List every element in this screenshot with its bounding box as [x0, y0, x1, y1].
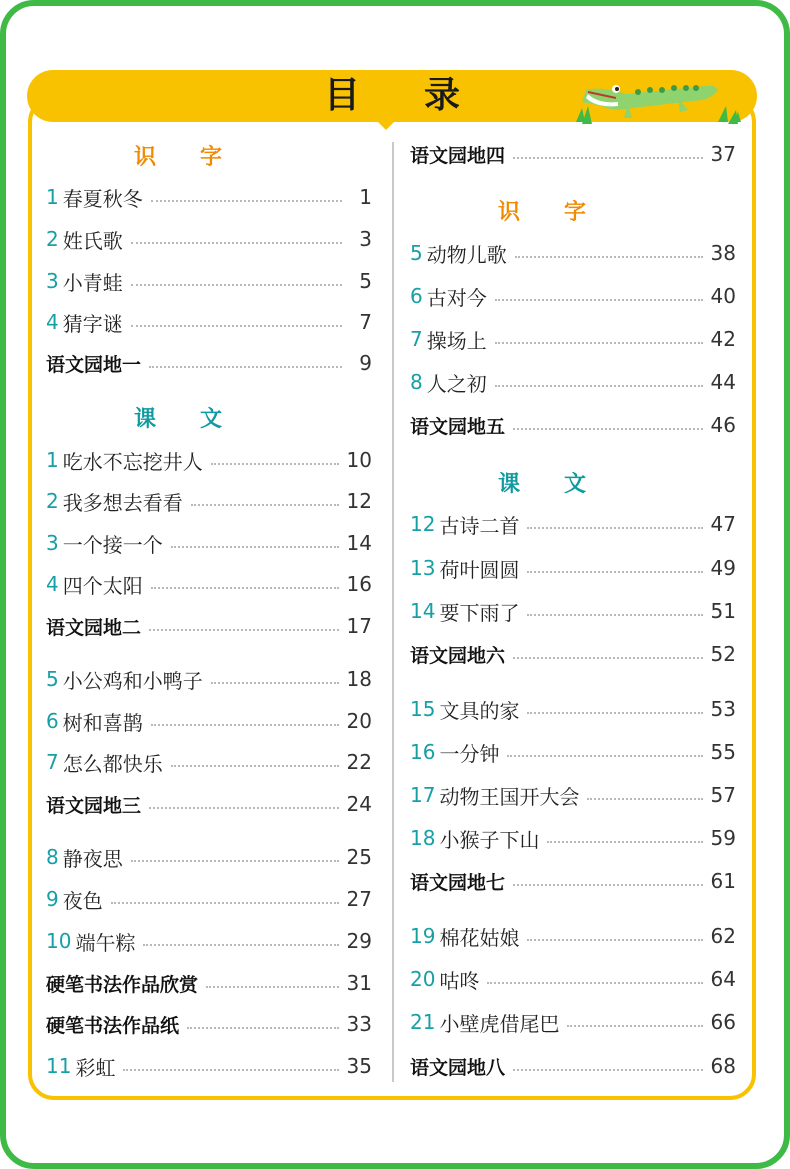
leader-dots [211, 463, 339, 465]
leader-dots [171, 765, 339, 767]
leader-dots [527, 571, 702, 573]
toc-entry-garden[interactable] [46, 348, 372, 378]
lesson-number: 9 [46, 887, 59, 911]
lesson-title: 操场上 [426, 328, 487, 353]
toc-entry[interactable] [46, 528, 372, 558]
lesson-number: 8 [410, 370, 423, 394]
page-number: 7 [359, 310, 372, 334]
page-number: 68 [710, 1054, 736, 1078]
page-number: 40 [710, 284, 736, 308]
lesson-title: 一分钟 [439, 741, 500, 766]
section-heading-shizi: 识字 [133, 145, 266, 170]
page-number: 53 [710, 697, 736, 721]
lesson-number: 21 [410, 1010, 436, 1034]
leader-dots [495, 342, 703, 344]
lesson-number: 1 [46, 448, 59, 472]
lesson-number: 19 [410, 924, 436, 948]
lesson-title: 静夜思 [62, 846, 123, 871]
lesson-title: 树和喜鹊 [62, 710, 143, 735]
lesson-number: 8 [46, 845, 59, 869]
page-number: 22 [346, 750, 372, 774]
leader-dots [587, 798, 702, 800]
page-number: 57 [710, 783, 736, 807]
leader-dots [151, 587, 339, 589]
leader-dots [487, 982, 702, 984]
page-number: 29 [346, 929, 372, 953]
lesson-title: 小公鸡和小鸭子 [62, 668, 203, 693]
lesson-title: 文具的家 [439, 698, 520, 723]
crocodile-icon [568, 74, 748, 128]
lesson-number: 3 [46, 269, 59, 293]
lesson-title: 古诗二首 [439, 513, 520, 538]
lesson-title: 四个太阳 [62, 573, 143, 598]
toc-entry[interactable] [46, 224, 372, 254]
toc-entry-garden[interactable] [410, 410, 736, 440]
page-number: 25 [346, 845, 372, 869]
lesson-number: 15 [410, 697, 436, 721]
lesson-title: 语文园地四 [410, 144, 506, 167]
toc-entry[interactable] [46, 266, 372, 296]
leader-dots [123, 1069, 338, 1071]
toc-entry[interactable] [410, 780, 736, 810]
lesson-title: 小壁虎借尾巴 [439, 1011, 560, 1036]
page-number: 16 [346, 572, 372, 596]
page-number: 12 [346, 489, 372, 513]
lesson-title: 端午粽 [75, 930, 136, 955]
lesson-number: 6 [410, 284, 423, 308]
lesson-number: 7 [46, 750, 59, 774]
page-number: 33 [346, 1012, 372, 1036]
toc-entry[interactable] [410, 1007, 736, 1037]
leader-dots [527, 527, 702, 529]
page-number: 52 [710, 642, 736, 666]
lesson-title: 夜色 [62, 888, 103, 913]
toc-entry-calligraphy[interactable] [46, 1009, 372, 1039]
leader-dots [507, 755, 702, 757]
leader-dots [149, 629, 339, 631]
lesson-title: 咕咚 [439, 968, 480, 993]
lesson-number: 2 [46, 489, 59, 513]
toc-entry[interactable] [410, 694, 736, 724]
page-number: 37 [710, 142, 736, 166]
page-number: 5 [359, 269, 372, 293]
lesson-title: 怎么都快乐 [62, 751, 163, 776]
leader-dots [547, 841, 702, 843]
lesson-number: 7 [410, 327, 423, 351]
toc-entry[interactable] [410, 281, 736, 311]
leader-dots [513, 157, 703, 159]
page-number: 66 [710, 1010, 736, 1034]
leader-dots [567, 1025, 702, 1027]
page-number: 14 [346, 531, 372, 555]
toc-entry[interactable] [46, 307, 372, 337]
page-number: 38 [710, 241, 736, 265]
banner-notch [374, 118, 398, 130]
leader-dots [527, 712, 702, 714]
leader-dots [131, 860, 339, 862]
leader-dots [149, 366, 342, 368]
leader-dots [206, 986, 339, 988]
page-number: 51 [710, 599, 736, 623]
leader-dots [191, 504, 339, 506]
page-number: 9 [359, 351, 372, 375]
page-number: 64 [710, 967, 736, 991]
toc-entry[interactable] [410, 596, 736, 626]
leader-dots [149, 807, 339, 809]
lesson-number: 16 [410, 740, 436, 764]
toc-entry[interactable] [410, 823, 736, 853]
lesson-title: 要下雨了 [439, 600, 520, 625]
toc-entry[interactable] [46, 569, 372, 599]
page-number: 1 [359, 185, 372, 209]
toc-entry[interactable] [410, 553, 736, 583]
lesson-number: 12 [410, 512, 436, 536]
lesson-title: 小猴子下山 [439, 827, 540, 852]
lesson-number: 2 [46, 227, 59, 251]
column-divider [392, 142, 394, 1082]
toc-entry-garden[interactable] [410, 139, 736, 169]
leader-dots [143, 944, 338, 946]
lesson-title: 硬笔书法作品纸 [46, 1014, 180, 1037]
lesson-title: 猜字谜 [62, 311, 123, 336]
page-number: 20 [346, 709, 372, 733]
lesson-number: 6 [46, 709, 59, 733]
leader-dots [495, 299, 703, 301]
leader-dots [513, 657, 703, 659]
leader-dots [111, 902, 339, 904]
lesson-title: 春夏秋冬 [62, 186, 143, 211]
lesson-title: 一个接一个 [62, 532, 163, 557]
page-number: 24 [346, 792, 372, 816]
lesson-title: 语文园地五 [410, 415, 506, 438]
lesson-title: 人之初 [426, 371, 487, 396]
page-number: 10 [346, 448, 372, 472]
page-number: 49 [710, 556, 736, 580]
lesson-title: 语文园地八 [410, 1056, 506, 1079]
lesson-title: 荷叶圆圆 [439, 557, 520, 582]
toc-entry[interactable] [46, 926, 372, 956]
leader-dots [513, 884, 703, 886]
toc-entry[interactable] [410, 509, 736, 539]
leader-dots [513, 1069, 703, 1071]
lesson-title: 语文园地三 [46, 794, 142, 817]
lesson-number: 18 [410, 826, 436, 850]
lesson-number: 1 [46, 185, 59, 209]
lesson-number: 5 [410, 241, 423, 265]
section-heading-kewen: 课文 [497, 472, 630, 497]
lesson-title: 语文园地一 [46, 353, 142, 376]
page-number: 18 [346, 667, 372, 691]
toc-entry[interactable] [46, 1051, 372, 1081]
page-number: 47 [710, 512, 736, 536]
page-number: 46 [710, 413, 736, 437]
leader-dots [187, 1027, 339, 1029]
lesson-title: 彩虹 [75, 1055, 116, 1080]
lesson-title: 语文园地六 [410, 644, 506, 667]
toc-entry[interactable] [410, 324, 736, 354]
leader-dots [151, 724, 339, 726]
toc-entry-garden[interactable] [410, 866, 736, 896]
section-heading-kewen: 课文 [133, 407, 266, 432]
lesson-title: 小青蛙 [62, 270, 123, 295]
lesson-title: 语文园地七 [410, 871, 506, 894]
leader-dots [131, 242, 342, 244]
leader-dots [513, 428, 703, 430]
lesson-number: 20 [410, 967, 436, 991]
toc-entry[interactable] [46, 486, 372, 516]
leader-dots [131, 325, 342, 327]
lesson-number: 13 [410, 556, 436, 580]
lesson-number: 11 [46, 1054, 72, 1078]
toc-entry[interactable] [410, 737, 736, 767]
lesson-number: 17 [410, 783, 436, 807]
lesson-title: 动物儿歌 [426, 242, 507, 267]
toc-entry-calligraphy[interactable] [46, 968, 372, 998]
leader-dots [527, 939, 702, 941]
toc-entry[interactable] [410, 367, 736, 397]
page-number: 55 [710, 740, 736, 764]
leader-dots [171, 546, 339, 548]
toc-entry-garden[interactable] [410, 639, 736, 669]
lesson-title: 我多想去看看 [62, 490, 183, 515]
page-number: 27 [346, 887, 372, 911]
toc-entry-garden[interactable] [46, 611, 372, 641]
lesson-title: 硬笔书法作品欣赏 [46, 973, 199, 996]
page-number: 59 [710, 826, 736, 850]
leader-dots [495, 385, 703, 387]
page-number: 31 [346, 971, 372, 995]
toc-entry[interactable] [410, 921, 736, 951]
toc-entry[interactable] [46, 706, 372, 736]
toc-entry[interactable] [46, 664, 372, 694]
toc-entry-garden[interactable] [410, 1051, 736, 1081]
section-heading-shizi: 识字 [497, 200, 630, 225]
page-number: 35 [346, 1054, 372, 1078]
toc-entry[interactable] [46, 842, 372, 872]
lesson-title: 棉花姑娘 [439, 925, 520, 950]
lesson-title: 动物王国开大会 [439, 784, 580, 809]
lesson-number: 3 [46, 531, 59, 555]
toc-entry[interactable] [46, 747, 372, 777]
page-number: 42 [710, 327, 736, 351]
toc-entry[interactable] [46, 182, 372, 212]
lesson-title: 吃水不忘挖井人 [62, 449, 203, 474]
lesson-title: 姓氏歌 [62, 228, 123, 253]
lesson-title: 古对今 [426, 285, 487, 310]
leader-dots [151, 200, 342, 202]
page-number: 61 [710, 869, 736, 893]
toc-entry-garden[interactable] [46, 789, 372, 819]
toc-entry[interactable] [410, 964, 736, 994]
toc-entry[interactable] [46, 884, 372, 914]
lesson-number: 4 [46, 310, 59, 334]
lesson-title: 语文园地二 [46, 616, 142, 639]
page-number: 44 [710, 370, 736, 394]
leader-dots [131, 284, 342, 286]
lesson-number: 4 [46, 572, 59, 596]
toc-entry[interactable] [46, 445, 372, 475]
page-title: 目录 [323, 75, 524, 116]
leader-dots [515, 256, 703, 258]
lesson-number: 14 [410, 599, 436, 623]
page-number: 17 [346, 614, 372, 638]
toc-entry[interactable] [410, 238, 736, 268]
lesson-number: 5 [46, 667, 59, 691]
page-number: 62 [710, 924, 736, 948]
page-number: 3 [359, 227, 372, 251]
lesson-number: 10 [46, 929, 72, 953]
leader-dots [211, 682, 339, 684]
leader-dots [527, 614, 702, 616]
